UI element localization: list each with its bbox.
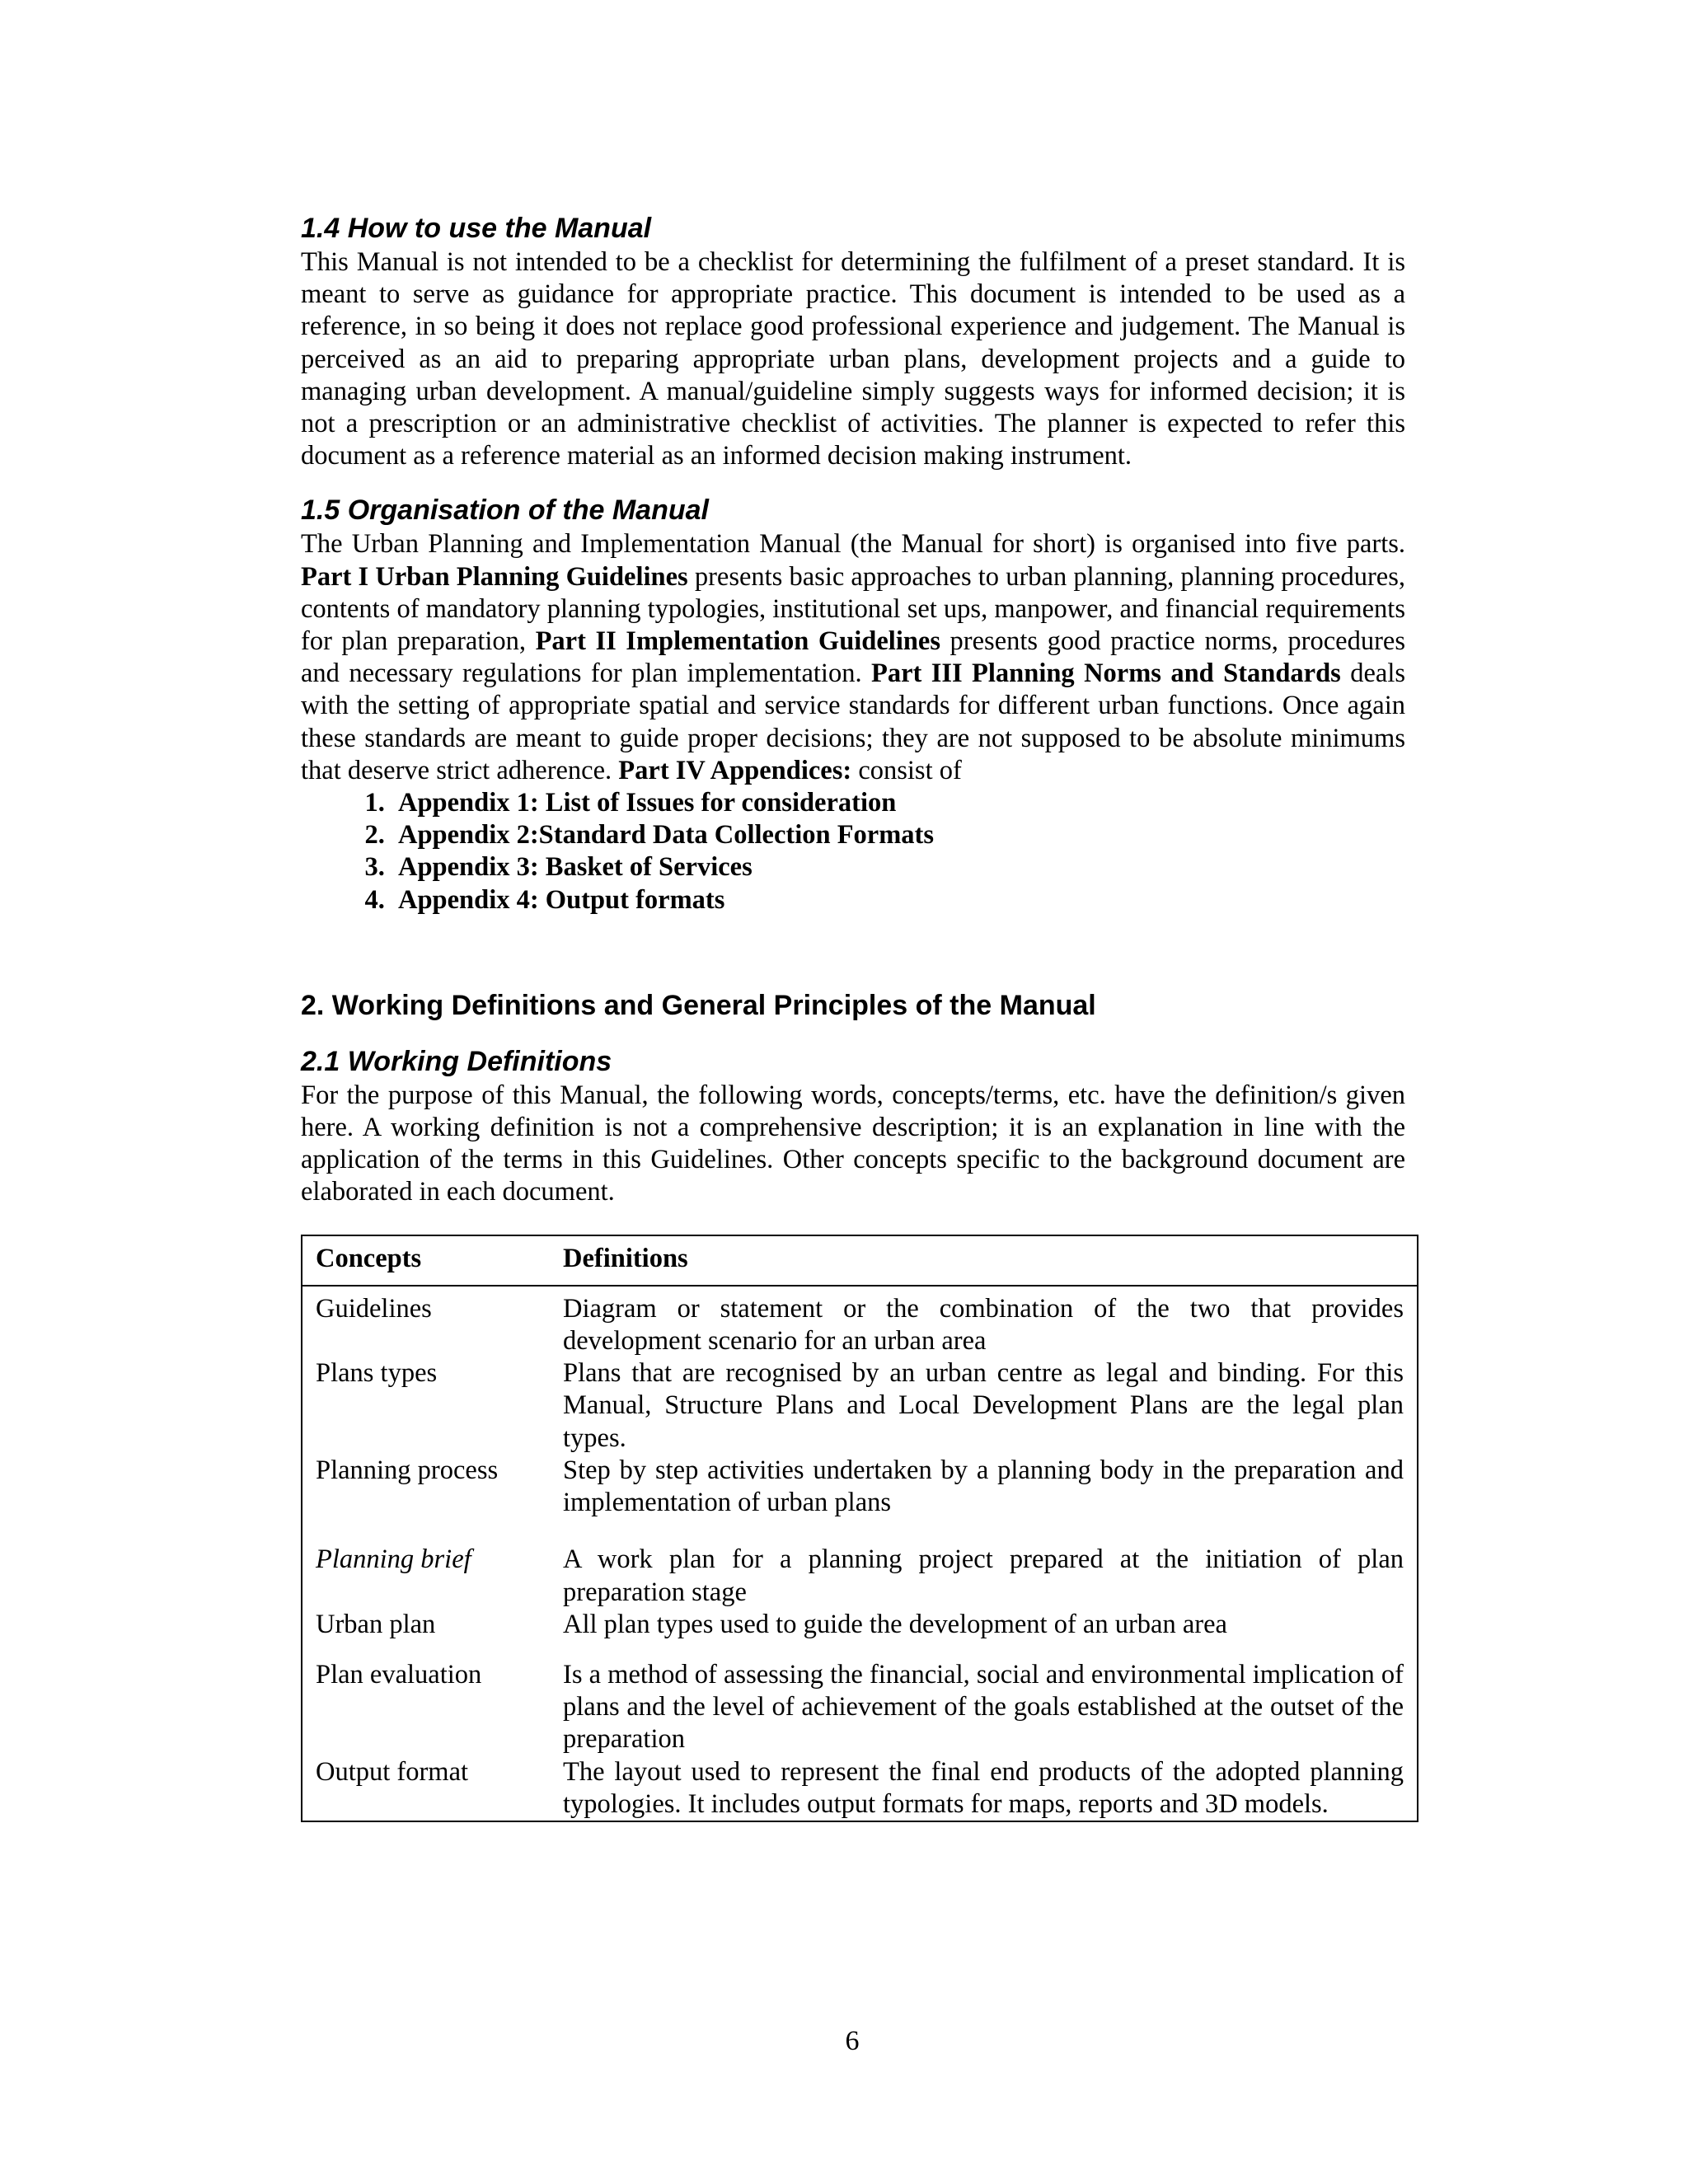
appendix-list-item: 3. Appendix 3: Basket of Services — [392, 851, 1405, 883]
section-1-5-heading: 1.5 Organisation of the Manual — [301, 494, 709, 527]
table-row — [302, 1286, 1418, 1357]
table-header-row — [302, 1235, 1418, 1286]
section-1-4-paragraph: This Manual is not intended to be a checklist for determining the fulfilment of a preset standard. It is meant to serve as guidance for appropriate practice. This document is intended to be used as a reference, in so being it does not replace good professional experience and judgement. The Manual is perceived as an aid to preparing appropriate urban plans, development projects and a guide to managing urban development. A manual/guideline simply suggests ways for informed decision; it is not a prescription or an administrative checklist of activities. The planner is expected to refer this document as a reference material as an informed decision making instrument. — [301, 247, 1405, 471]
concept-cell: Planning process — [316, 1455, 499, 1485]
concept-cell: Plans types — [316, 1358, 438, 1389]
table-row — [302, 1519, 1418, 1608]
concept-cell: Output format — [316, 1756, 469, 1787]
section-1-4-heading: 1.4 How to use the Manual — [301, 213, 652, 244]
definition-cell: A work plan for a planning project prepared at the initiation of plan preparation stage — [563, 1544, 1404, 1607]
appendix-list-item: 1. Appendix 1: List of Issues for consideration — [392, 787, 1405, 819]
table-row — [302, 1357, 1418, 1455]
table-row — [302, 1641, 1418, 1756]
page-number: 6 — [845, 2026, 860, 2056]
concept-cell: Planning brief — [316, 1544, 471, 1575]
appendix-list — [301, 787, 1405, 916]
table-row — [302, 1609, 1418, 1641]
column-header-concepts: Concepts — [302, 1235, 550, 1286]
section-2-1-heading: 2.1 Working Definitions — [301, 1045, 612, 1077]
definition-cell: All plan types used to guide the development of an urban area — [563, 1609, 1227, 1639]
definition-cell: Step by step activities undertaken by a planning body in the preparation and implementation of urban plans — [563, 1455, 1404, 1518]
table-row — [302, 1455, 1418, 1519]
definition-cell: The layout used to represent the final end products of the adopted planning typologies. It includes output formats for maps, reports and 3D models. — [563, 1756, 1404, 1819]
concept-cell: Urban plan — [316, 1609, 436, 1639]
table-row — [302, 1756, 1418, 1821]
appendix-list-item: 4. Appendix 4: Output formats — [392, 884, 1405, 916]
section-1-5-paragraph: The Urban Planning and Implementation Manual (the Manual for short) is organised into five parts. Part I Urban Planning Guidelines presents basic approaches to urban planning, planning procedures, contents of mandatory planning typologies, institutional set ups, manpower, and financial requirements for plan preparation, Part II Implementation Guidelines presents good practice norms, procedures and necessary regulations for plan implementation. Part III Planning Norms and Standards deals with the setting of appropriate spatial and service standards for different urban functions. Once again these standards are meant to guide proper decisions; they are not supposed to be absolute minimums that deserve strict adherence. Part IV Appendices: consist of — [301, 529, 1405, 785]
section-2-1-paragraph: For the purpose of this Manual, the following words, concepts/terms, etc. have the definition/s given here. A working definition is not a comprehensive description; it is an explanation in line with the application of the terms in this Guidelines. Other concepts specific to the background document are elaborated in each document. — [301, 1080, 1405, 1207]
definition-cell: Is a method of assessing the financial, social and environmental implication of plans and the level of achievement of the goals established at the outset of the preparation — [563, 1659, 1404, 1755]
concept-cell: Guidelines — [316, 1293, 432, 1324]
definition-cell: Plans that are recognised by an urban centre as legal and binding. For this Manual, Structure Plans and Local Development Plans are the legal plan types. — [563, 1358, 1404, 1453]
definition-cell: Diagram or statement or the combination of the two that provides development scenario for an urban area — [563, 1293, 1404, 1357]
column-header-definitions: Definitions — [550, 1235, 1418, 1286]
document-page — [301, 210, 1405, 1822]
appendix-list-item: 2. Appendix 2:Standard Data Collection Formats — [392, 819, 1405, 851]
section-2-heading: 2. Working Definitions and General Principles of the Manual — [301, 989, 1096, 1021]
definitions-table — [301, 1235, 1418, 1822]
concept-cell: Plan evaluation — [316, 1659, 482, 1690]
